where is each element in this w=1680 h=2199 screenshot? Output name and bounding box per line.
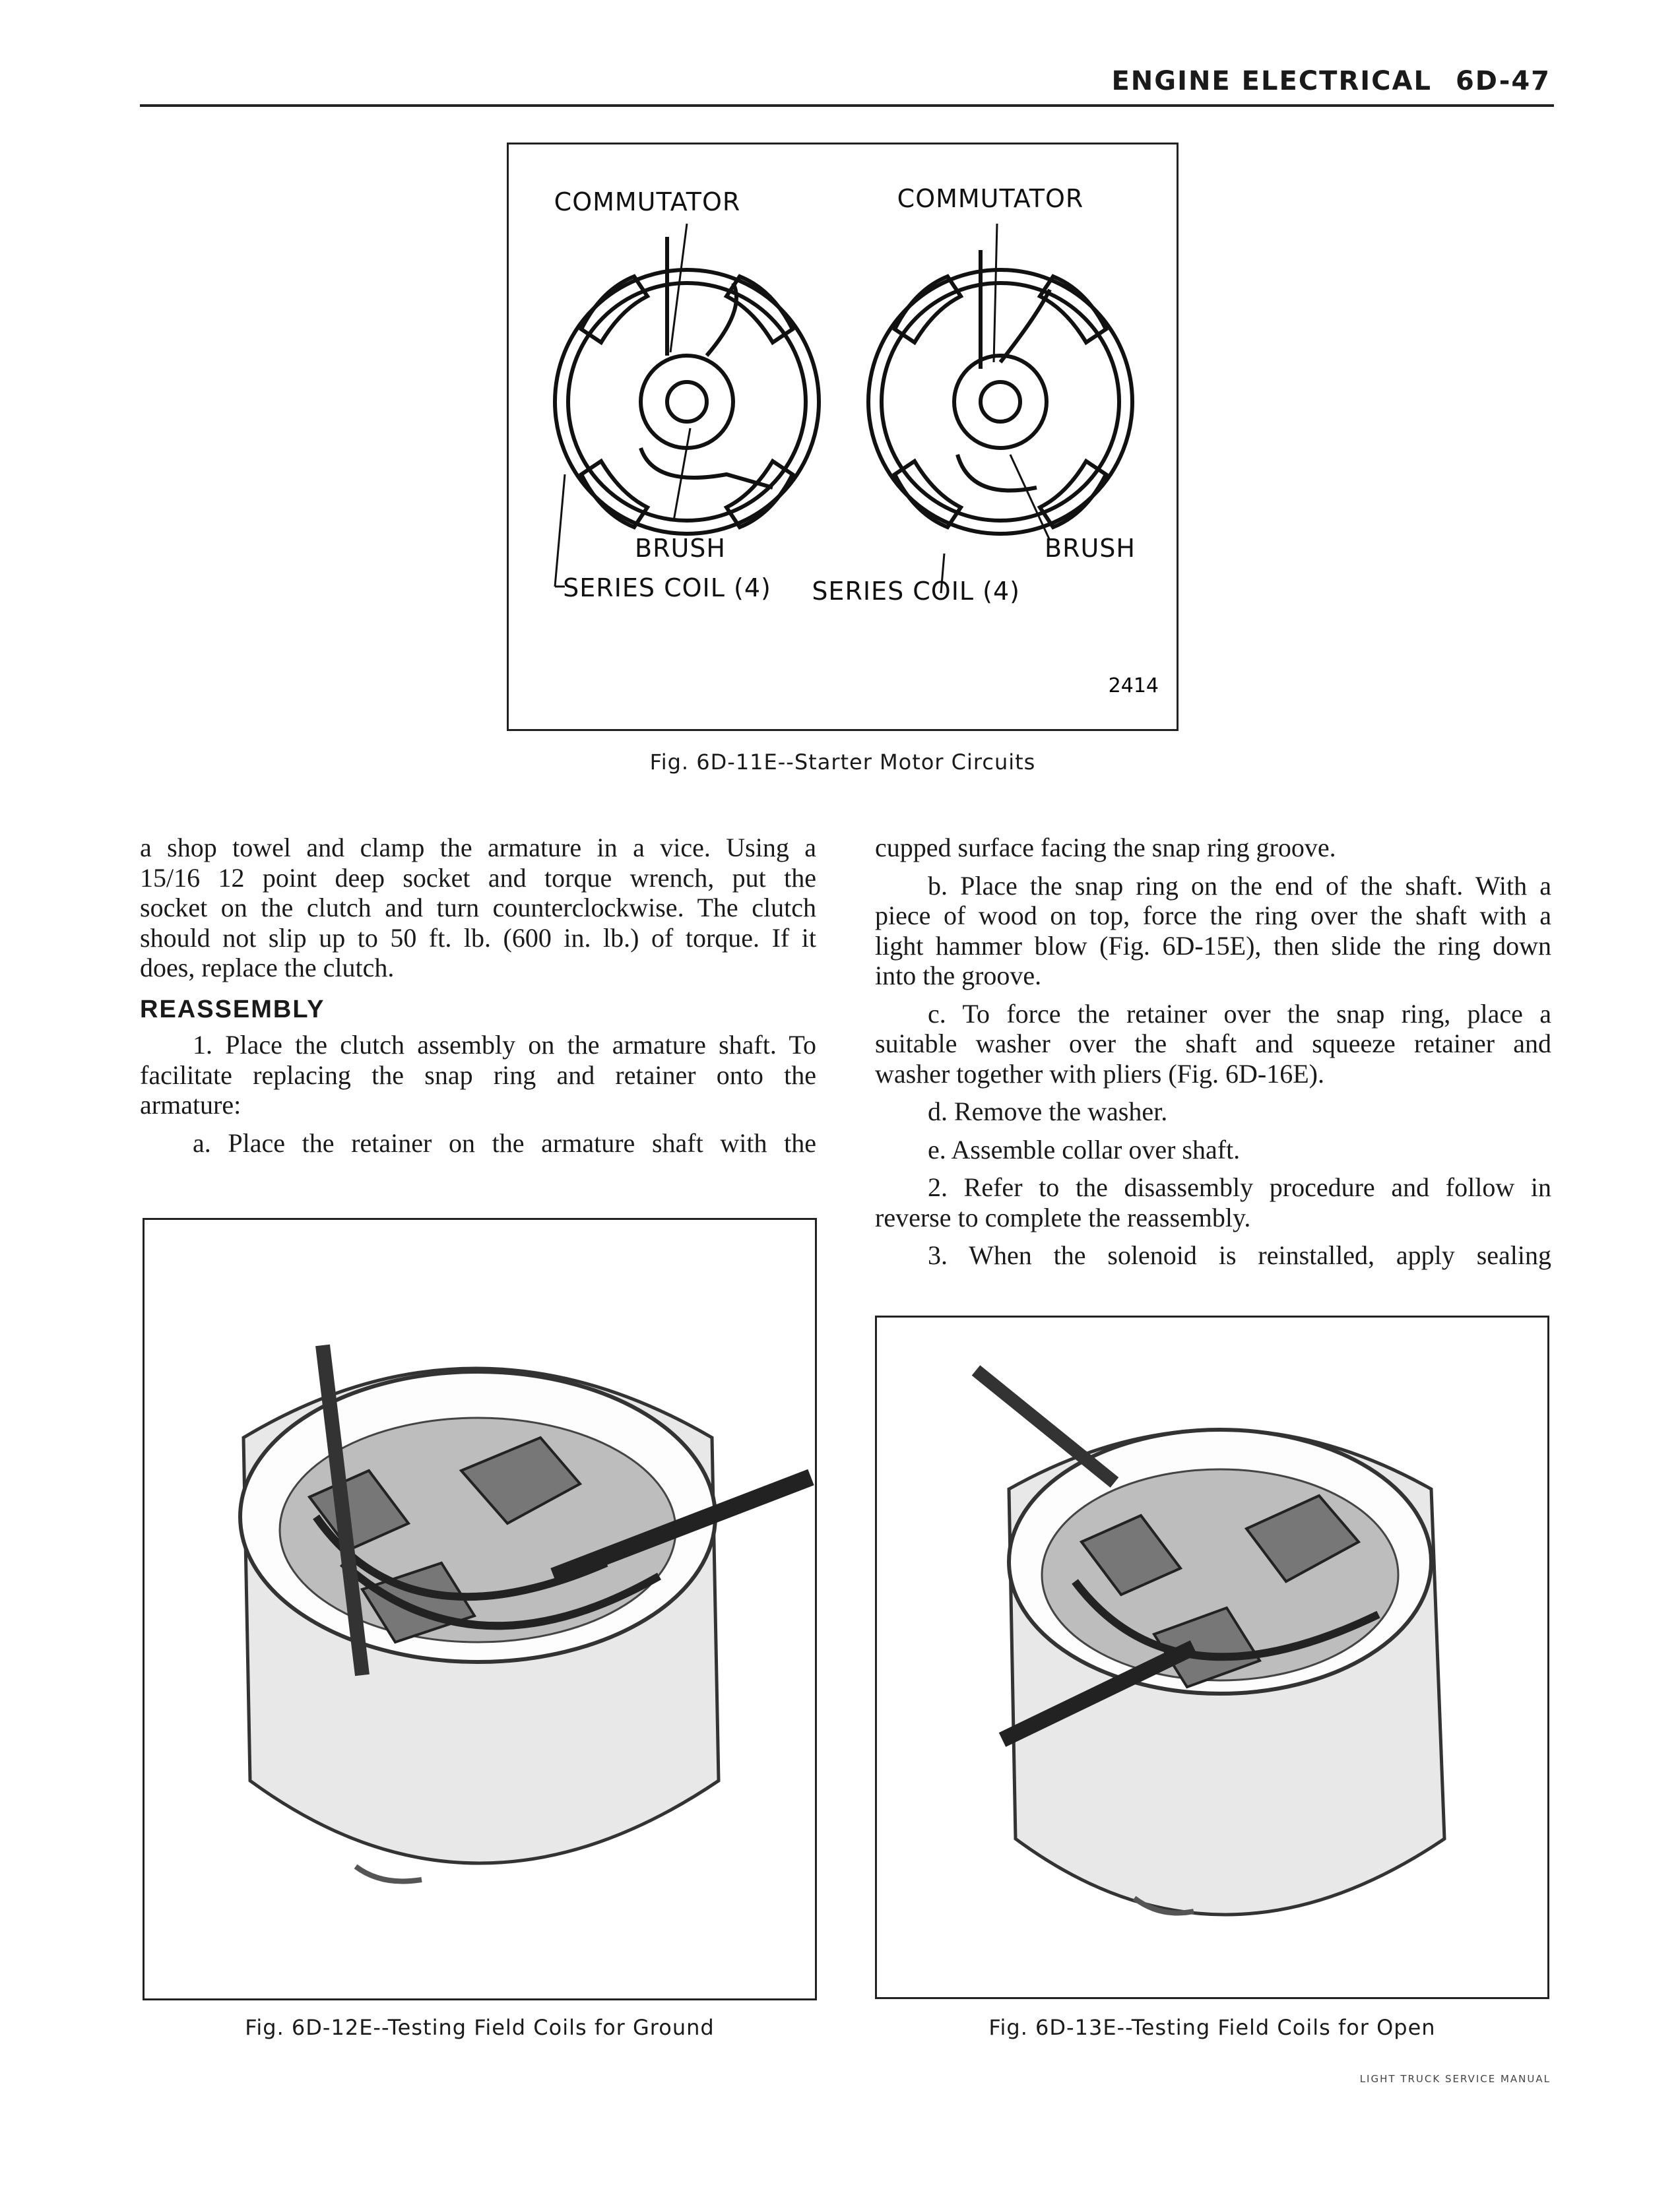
paragraph [140, 833, 816, 983]
label-series-coil-left: SERIES COIL (4) [563, 573, 771, 602]
text-line: 15/16 12 point deep socket and torque wrench, put the [140, 862, 816, 893]
text-line: piece of wood on top, force the ring over the shaft with a [875, 901, 1551, 930]
text-line: e. Assemble collar over shaft. [928, 1134, 1241, 1164]
paragraph [140, 1030, 816, 1120]
text-line: b. Place the snap ring on the end of the shaft. With a [928, 870, 1551, 901]
text-line: washer together with pliers (Fig. 6D-16E). [875, 1058, 1324, 1089]
text-line: reverse to complete the reassembly. [875, 1202, 1251, 1232]
figure-caption-6d-12e: Fig. 6D-12E--Testing Field Coils for Ground [245, 2015, 715, 2040]
page-number: 6D-47 [1455, 66, 1551, 96]
photo-field-coils-open [877, 1318, 1547, 1997]
text-line: facilitate replacing the snap ring and retainer onto the [140, 1060, 816, 1090]
running-header [1087, 66, 1551, 96]
label-brush-left: BRUSH [635, 534, 726, 563]
paragraph [140, 1128, 816, 1159]
text-line: should not slip up to 50 ft. lb. (600 in. lb.) of torque. If it [140, 922, 816, 953]
label-commutator-left: COMMUTATOR [554, 187, 741, 216]
figure-caption-6d-13e: Fig. 6D-13E--Testing Field Coils for Open [988, 2015, 1436, 2040]
text-line: socket on the clutch and turn counterclockwise. The clutch [140, 893, 816, 922]
right-column [875, 833, 1551, 1279]
text-line: a shop towel and clamp the armature in a vice. Using a [140, 833, 816, 862]
section-heading: REASSEMBLY [140, 995, 325, 1023]
figure-testing-field-coils-ground [143, 1218, 817, 2000]
text-line: cupped surface facing the snap ring groove. [875, 833, 1336, 862]
figure-number: 2414 [1108, 674, 1159, 697]
figure-caption-6d-11e: Fig. 6D-11E--Starter Motor Circuits [649, 749, 1036, 775]
text-line: c. To force the retainer over the snap ring, place a [928, 998, 1551, 1029]
text-line: d. Remove the washer. [928, 1097, 1168, 1126]
text-line: 2. Refer to the disassembly procedure and follow in [928, 1172, 1551, 1202]
text-line: suitable washer over the shaft and squeeze retainer and [875, 1029, 1551, 1058]
text-line: light hammer blow (Fig. 6D-15E), then slide the ring down [875, 930, 1551, 961]
section-title: ENGINE ELECTRICAL [1111, 66, 1432, 96]
figure-starter-motor-circuits [507, 143, 1179, 731]
text-line: into the groove. [875, 961, 1042, 990]
text-line: a. Place the retainer on the armature shaft with the [193, 1128, 816, 1158]
label-brush-right: BRUSH [1045, 534, 1136, 563]
footer-manual-title: LIGHT TRUCK SERVICE MANUAL [1359, 2073, 1551, 2085]
left-column [140, 833, 816, 1166]
header-rule [140, 104, 1554, 107]
text-line: does, replace the clutch. [140, 953, 395, 982]
text-line: armature: [140, 1090, 242, 1120]
label-series-coil-right: SERIES COIL (4) [812, 577, 1020, 606]
label-commutator-right: COMMUTATOR [897, 184, 1084, 213]
photo-field-coils-ground [145, 1220, 815, 1998]
text-line: 3. When the solenoid is reinstalled, apply sealing [928, 1240, 1551, 1270]
text-line: 1. Place the clutch assembly on the armature shaft. To [193, 1030, 816, 1060]
figure-testing-field-coils-open [875, 1316, 1549, 1999]
